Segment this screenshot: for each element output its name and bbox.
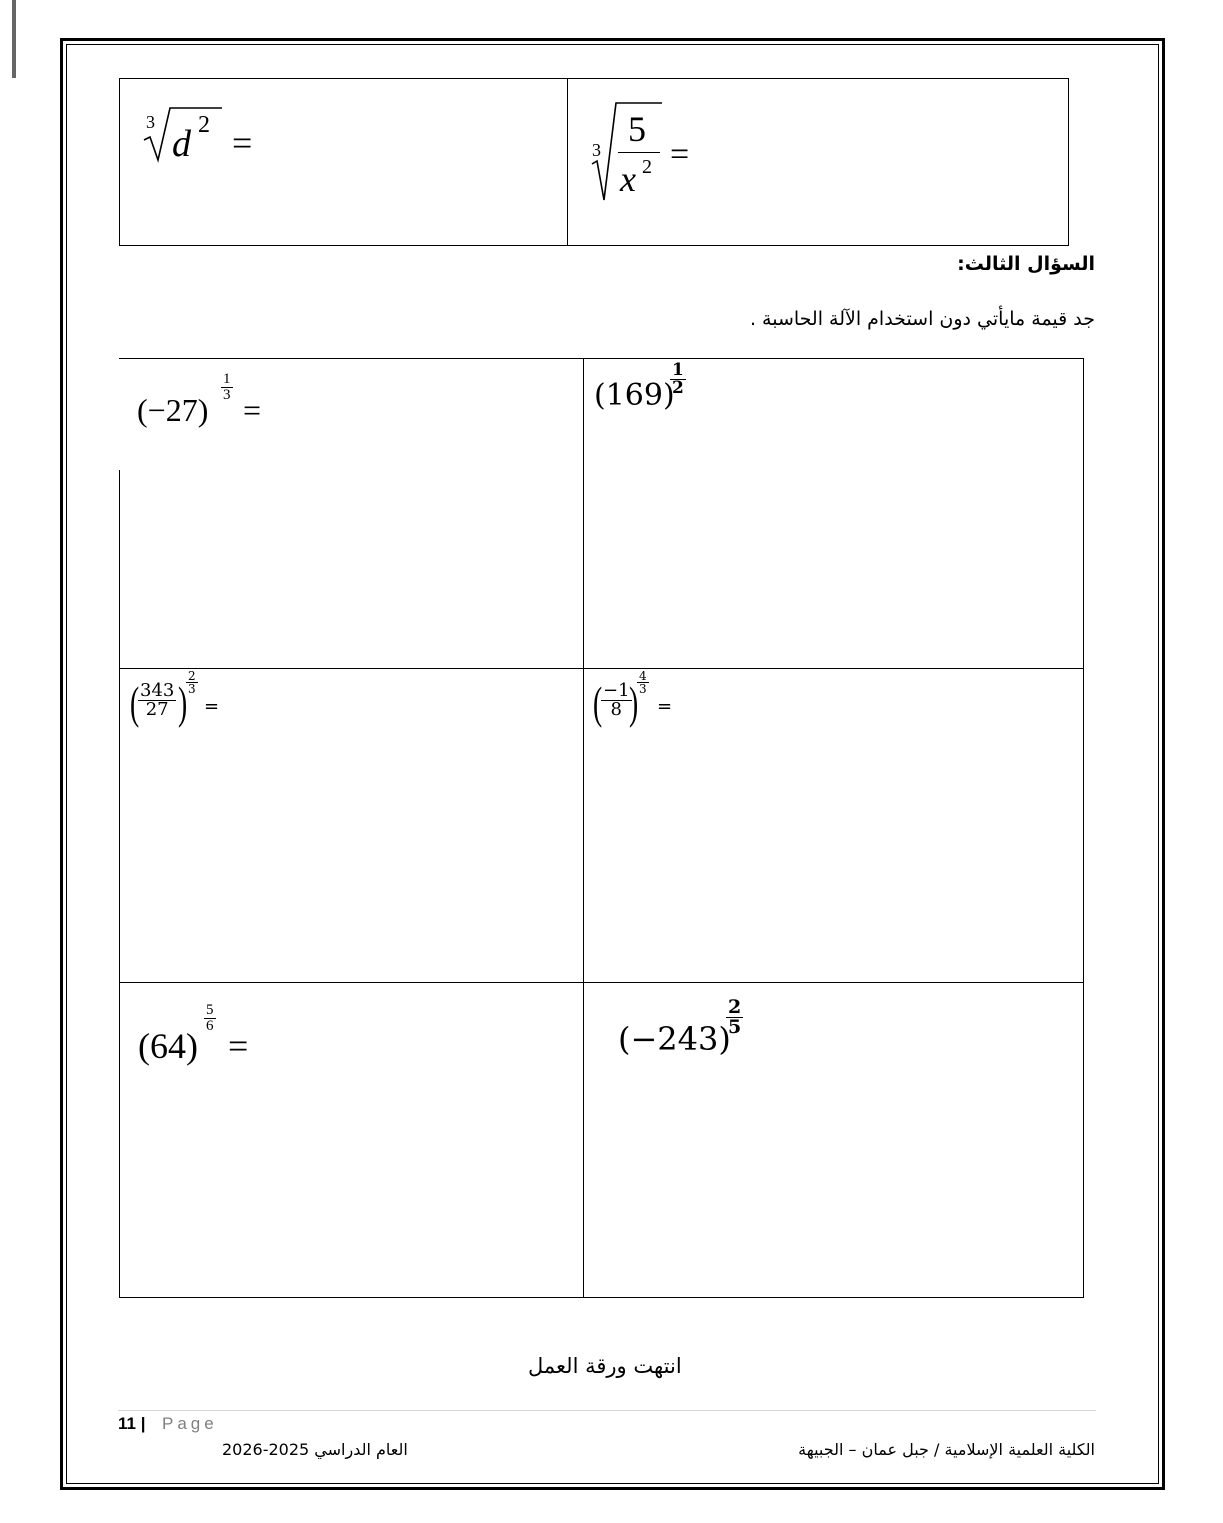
scan-edge-mark — [12, 0, 16, 78]
problem-343-over-27 — [130, 670, 240, 740]
base: (−27) — [137, 392, 209, 428]
cube-root-d-squared — [140, 104, 280, 164]
exponent-fraction — [726, 998, 743, 1037]
denominator-variable: x — [620, 159, 636, 199]
base: (169) — [594, 378, 675, 413]
exponent-fraction — [186, 670, 198, 695]
problem-neg1-over-8 — [593, 670, 693, 740]
exp-numerator: 4 — [639, 669, 647, 683]
exponent-fraction — [670, 362, 686, 397]
exp-numerator: 5 — [206, 1002, 214, 1018]
page-separator: | — [140, 1414, 146, 1433]
problem-169-square-root — [594, 362, 704, 417]
exp-denominator: 5 — [728, 1016, 742, 1038]
question-heading: السؤال الثالث: — [957, 253, 1095, 275]
base: (64) — [138, 1026, 198, 1066]
exponent-fraction — [637, 670, 649, 695]
problem-neg243 — [618, 998, 758, 1063]
base-numerator: 343 — [140, 680, 175, 701]
right-paren: ) — [629, 677, 639, 728]
footer-divider — [118, 1410, 1096, 1411]
fraction-numerator: 5 — [628, 109, 646, 149]
page-label: Page — [162, 1414, 218, 1433]
table-row-divider-1 — [119, 668, 1084, 669]
institution-name: الكلية العلمية الإسلامية / جبل عمان – الجبيهة — [798, 1440, 1095, 1459]
question-instruction: جد قيمة مايأتي دون استخدام الآلة الحاسبة . — [749, 308, 1095, 330]
denominator-exponent: 2 — [642, 156, 652, 178]
exp-numerator: 1 — [672, 360, 684, 380]
problem-neg27-cube-root — [137, 372, 277, 432]
exp-denominator: 6 — [206, 1018, 214, 1034]
exp-numerator: 2 — [188, 669, 196, 683]
base-numerator: −1 — [603, 680, 630, 701]
radicand-exponent: 2 — [198, 112, 210, 138]
base-denominator: 8 — [601, 700, 632, 719]
equals-sign: = — [243, 392, 262, 428]
table-center-divider — [583, 358, 584, 1298]
base-fraction — [601, 682, 632, 719]
problem-64 — [138, 1003, 268, 1073]
radicand-variable: d — [172, 123, 191, 165]
exponent-fraction — [221, 372, 233, 403]
right-paren: ) — [178, 677, 188, 728]
exp-denominator: 3 — [223, 387, 231, 403]
worksheet-end-text: انتهت ورقة العمل — [528, 1354, 682, 1378]
equals-sign: = — [657, 696, 673, 717]
equals-sign: = — [232, 123, 253, 163]
exp-denominator: 3 — [639, 682, 647, 696]
left-paren: ( — [130, 677, 140, 728]
table-left-border — [119, 470, 120, 1298]
left-paren: ( — [593, 677, 603, 728]
table-divider — [567, 79, 568, 245]
exp-numerator: 1 — [223, 371, 231, 387]
exponents-table — [119, 358, 1084, 1298]
equals-sign: = — [670, 136, 690, 173]
table-right-border — [1083, 358, 1084, 1298]
fraction-bar — [618, 152, 660, 153]
base: (−243) — [618, 1020, 731, 1058]
exp-numerator: 2 — [728, 996, 742, 1018]
base-fraction — [138, 682, 176, 719]
exponent-fraction — [204, 1003, 216, 1034]
base-denominator: 27 — [138, 700, 176, 719]
table-bottom-border — [119, 1297, 1084, 1298]
page-number: 11 | — [118, 1414, 146, 1433]
cube-root-five-over-x-squared — [588, 100, 708, 205]
table-top-border — [119, 358, 1084, 359]
equals-sign: = — [228, 1026, 249, 1066]
table-row-divider-2 — [119, 982, 1084, 983]
academic-year: العام الدراسي 2025-2026 — [222, 1440, 408, 1459]
root-index: 3 — [146, 112, 155, 132]
exp-denominator: 3 — [188, 682, 196, 696]
root-index: 3 — [592, 140, 601, 160]
equals-sign: = — [204, 696, 220, 717]
exp-denominator: 2 — [672, 378, 684, 398]
